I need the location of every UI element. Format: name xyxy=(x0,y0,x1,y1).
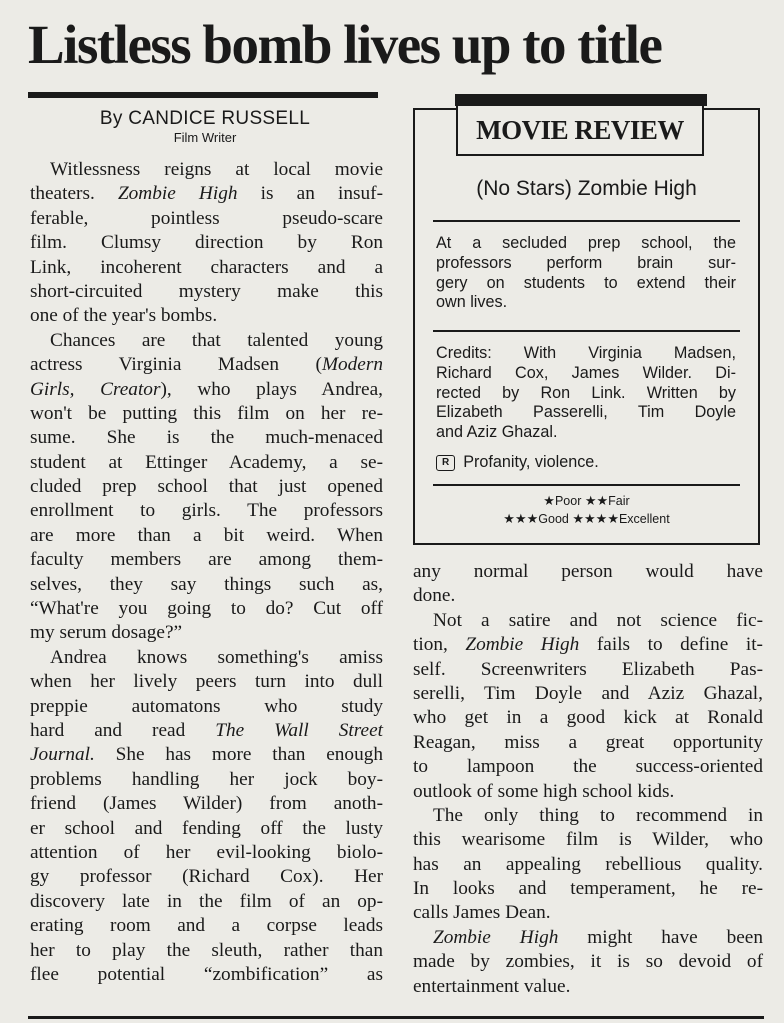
text-run: to lampoon the success-oriented xyxy=(413,756,763,778)
box-divider xyxy=(433,220,740,222)
text-run: Andrea knows something's amiss xyxy=(50,646,383,668)
review-box xyxy=(413,108,760,545)
text-run: actress Virginia Madsen ( xyxy=(30,354,322,376)
text-line xyxy=(30,743,383,767)
text-line xyxy=(30,426,383,450)
text-line xyxy=(30,475,383,499)
star-icon: ★ xyxy=(607,511,619,526)
text-run: has an appealing rebellious quality. xyxy=(413,853,763,875)
text-line xyxy=(30,573,383,597)
text-line xyxy=(30,231,383,255)
text-run: outlook of some high school kids. xyxy=(413,780,675,802)
text-run: who get in a good kick at Ronald xyxy=(413,707,763,729)
text-run: Not a satire and not science fic- xyxy=(433,609,763,631)
text-line xyxy=(30,158,383,182)
text-run: Reagan, miss a great opportunity xyxy=(413,731,763,753)
text-run: film. Clumsy direction by Ron xyxy=(30,232,383,254)
text-run: er school and fending off the lusty xyxy=(30,817,383,839)
text-run: serelli, Tim Doyle and Aziz Ghazal, xyxy=(413,682,763,704)
italic-title: Zombie High xyxy=(465,634,580,656)
text-run: ), who plays Andrea, xyxy=(160,378,383,400)
italic-title: Zombie High xyxy=(117,183,238,205)
author-name: By CANDICE RUSSELL xyxy=(99,108,311,129)
text-line xyxy=(30,792,383,816)
star-icon: ★ xyxy=(584,511,596,526)
text-line xyxy=(413,950,763,974)
headline-rule xyxy=(28,92,378,98)
text-run: when her lively peers turn into dull xyxy=(30,671,383,693)
text-line xyxy=(413,828,763,852)
box-text-line: and Aziz Ghazal. xyxy=(436,423,558,442)
text-run: flee potential “zombification” as xyxy=(30,963,383,985)
star-icon: ★ xyxy=(543,493,555,508)
text-run: theaters. xyxy=(30,183,118,205)
star-icon: ★ xyxy=(514,511,527,526)
text-line xyxy=(30,719,383,743)
text-line xyxy=(413,682,763,706)
rating-badge: R xyxy=(436,455,455,471)
box-text-line: gery on students to extend their xyxy=(436,273,736,292)
text-line xyxy=(413,877,763,901)
text-run: discovery late in the film of an op- xyxy=(30,890,383,912)
text-run: are more than a bit weird. When xyxy=(30,524,383,546)
text-run: this wearisome film is Wilder, who xyxy=(413,829,763,851)
text-line xyxy=(30,451,383,475)
star-icon: ★ xyxy=(526,511,539,526)
text-line xyxy=(30,280,383,304)
text-line xyxy=(413,926,763,950)
text-run: Witlessness reigns at local movie xyxy=(50,159,383,180)
box-text-line: rected by Ron Link. Written by xyxy=(436,383,736,402)
author-role: Film Writer xyxy=(173,130,237,145)
text-run: enrollment to girls. The professors xyxy=(30,500,383,522)
byline xyxy=(30,108,380,146)
italic-title: Girls, Creator xyxy=(30,378,161,400)
text-line xyxy=(30,817,383,841)
star-icon: ★ xyxy=(596,493,609,508)
box-divider xyxy=(433,484,740,486)
text-line xyxy=(30,963,383,987)
text-line xyxy=(30,621,383,645)
text-run: short-circuited mystery make this xyxy=(30,280,383,302)
bottom-rule xyxy=(28,1016,764,1019)
text-run: is an insuf- xyxy=(237,183,383,205)
text-run: student at Ettinger Academy, a se- xyxy=(30,451,383,473)
text-run: cluded prep school that just opened xyxy=(30,476,383,498)
text-line xyxy=(413,633,763,657)
text-line xyxy=(30,256,383,280)
text-run: one of the year's bombs. xyxy=(30,305,218,327)
text-line xyxy=(30,597,383,621)
text-run: sume. She is the much-menaced xyxy=(30,427,383,449)
text-line xyxy=(413,560,763,584)
review-rating xyxy=(436,453,736,473)
star-icon: ★ xyxy=(584,493,597,508)
review-star-title: (No Stars) Zombie High xyxy=(476,177,697,200)
italic-title: Journal. xyxy=(30,744,95,766)
text-line xyxy=(30,914,383,938)
text-line xyxy=(413,901,763,925)
star-legend xyxy=(413,492,760,528)
text-run: In looks and temperament, he re- xyxy=(413,878,763,900)
rating-note: Profanity, violence. xyxy=(463,453,599,471)
box-text-line: At a secluded prep school, the xyxy=(436,234,736,252)
text-line xyxy=(30,378,383,402)
text-line xyxy=(30,524,383,548)
text-run: won't be putting this film on her re- xyxy=(30,402,383,424)
text-run: attention of her evil-looking biolo- xyxy=(30,841,383,863)
text-line xyxy=(30,939,383,963)
box-text-line: Elizabeth Passerelli, Tim Doyle xyxy=(436,403,736,422)
box-divider xyxy=(433,330,740,332)
box-text-line: professors perform brain sur- xyxy=(436,253,736,272)
text-run: calls James Dean. xyxy=(413,902,551,924)
box-text-line: own lives. xyxy=(436,293,508,312)
text-run: self. Screenwriters Elizabeth Pas- xyxy=(413,658,763,680)
text-line xyxy=(30,353,383,377)
text-line xyxy=(30,207,383,231)
text-run: gy professor (Richard Cox). Her xyxy=(30,866,383,888)
text-run: problems handling her jock boy- xyxy=(30,768,383,790)
text-line xyxy=(413,584,763,608)
text-line xyxy=(30,841,383,865)
text-run: preppie automatons who study xyxy=(30,695,383,717)
text-line xyxy=(413,731,763,755)
text-line xyxy=(30,402,383,426)
text-line xyxy=(30,304,383,328)
text-run: ferable, pointless pseudo-scare xyxy=(30,207,383,229)
text-line xyxy=(413,975,763,999)
legend-fair: Fair xyxy=(608,494,630,508)
text-run: Chances are that talented young xyxy=(50,329,383,351)
text-run: my serum dosage?” xyxy=(30,622,183,644)
text-line xyxy=(30,646,383,670)
text-run: friend (James Wilder) from anoth- xyxy=(30,793,383,815)
text-run: selves, they say things such as, xyxy=(30,573,383,595)
italic-title: The Wall Street xyxy=(215,719,383,741)
text-run: erating room and a corpse leads xyxy=(30,915,383,937)
text-line xyxy=(413,609,763,633)
legend-excellent: Excellent xyxy=(618,512,670,526)
box-text-line: Credits: With Virginia Madsen, xyxy=(436,344,736,362)
text-line xyxy=(413,780,763,804)
text-line xyxy=(30,182,383,206)
text-run: any normal person would have xyxy=(413,561,763,582)
text-line xyxy=(30,890,383,914)
text-run: made by zombies, it is so devoid of xyxy=(413,951,763,973)
star-icon: ★ xyxy=(572,511,584,526)
star-icon: ★ xyxy=(503,511,515,526)
article-column-1 xyxy=(30,158,383,987)
article-column-2 xyxy=(413,560,763,999)
text-run: might have been xyxy=(558,926,763,948)
text-run: fails to define it- xyxy=(579,634,763,656)
text-line xyxy=(30,865,383,889)
text-line xyxy=(413,853,763,877)
text-line xyxy=(30,329,383,353)
text-line xyxy=(413,706,763,730)
text-run: entertainment value. xyxy=(413,975,571,997)
text-line xyxy=(30,695,383,719)
text-run: Link, incoherent characters and a xyxy=(30,256,383,278)
text-run: done. xyxy=(413,585,456,607)
text-run: The only thing to recommend in xyxy=(433,804,763,826)
text-line xyxy=(30,499,383,523)
review-synopsis xyxy=(436,234,736,313)
text-line xyxy=(30,670,383,694)
text-run: her to play the sleuth, rather than xyxy=(30,939,383,961)
legend-poor: Poor xyxy=(554,494,582,508)
text-line xyxy=(413,755,763,779)
headline: Listless bomb lives up to title xyxy=(28,14,662,75)
box-text-line: Richard Cox, James Wilder. Di- xyxy=(436,363,736,382)
text-run: faculty members are among them- xyxy=(30,549,383,571)
text-run: “What're you going to do? Cut off xyxy=(30,598,383,620)
text-line xyxy=(413,658,763,682)
text-run: She has more than enough xyxy=(94,744,383,766)
legend-good: Good xyxy=(538,512,569,526)
text-run: tion, xyxy=(413,634,466,656)
review-credits xyxy=(436,344,736,443)
star-icon: ★ xyxy=(595,511,608,526)
text-run: hard and read xyxy=(30,719,216,741)
review-box-label: MOVIE REVIEW xyxy=(456,104,704,156)
text-line xyxy=(30,768,383,792)
text-line xyxy=(30,548,383,572)
italic-title: Modern xyxy=(321,354,383,376)
italic-title: Zombie High xyxy=(433,926,559,948)
text-line xyxy=(413,804,763,828)
